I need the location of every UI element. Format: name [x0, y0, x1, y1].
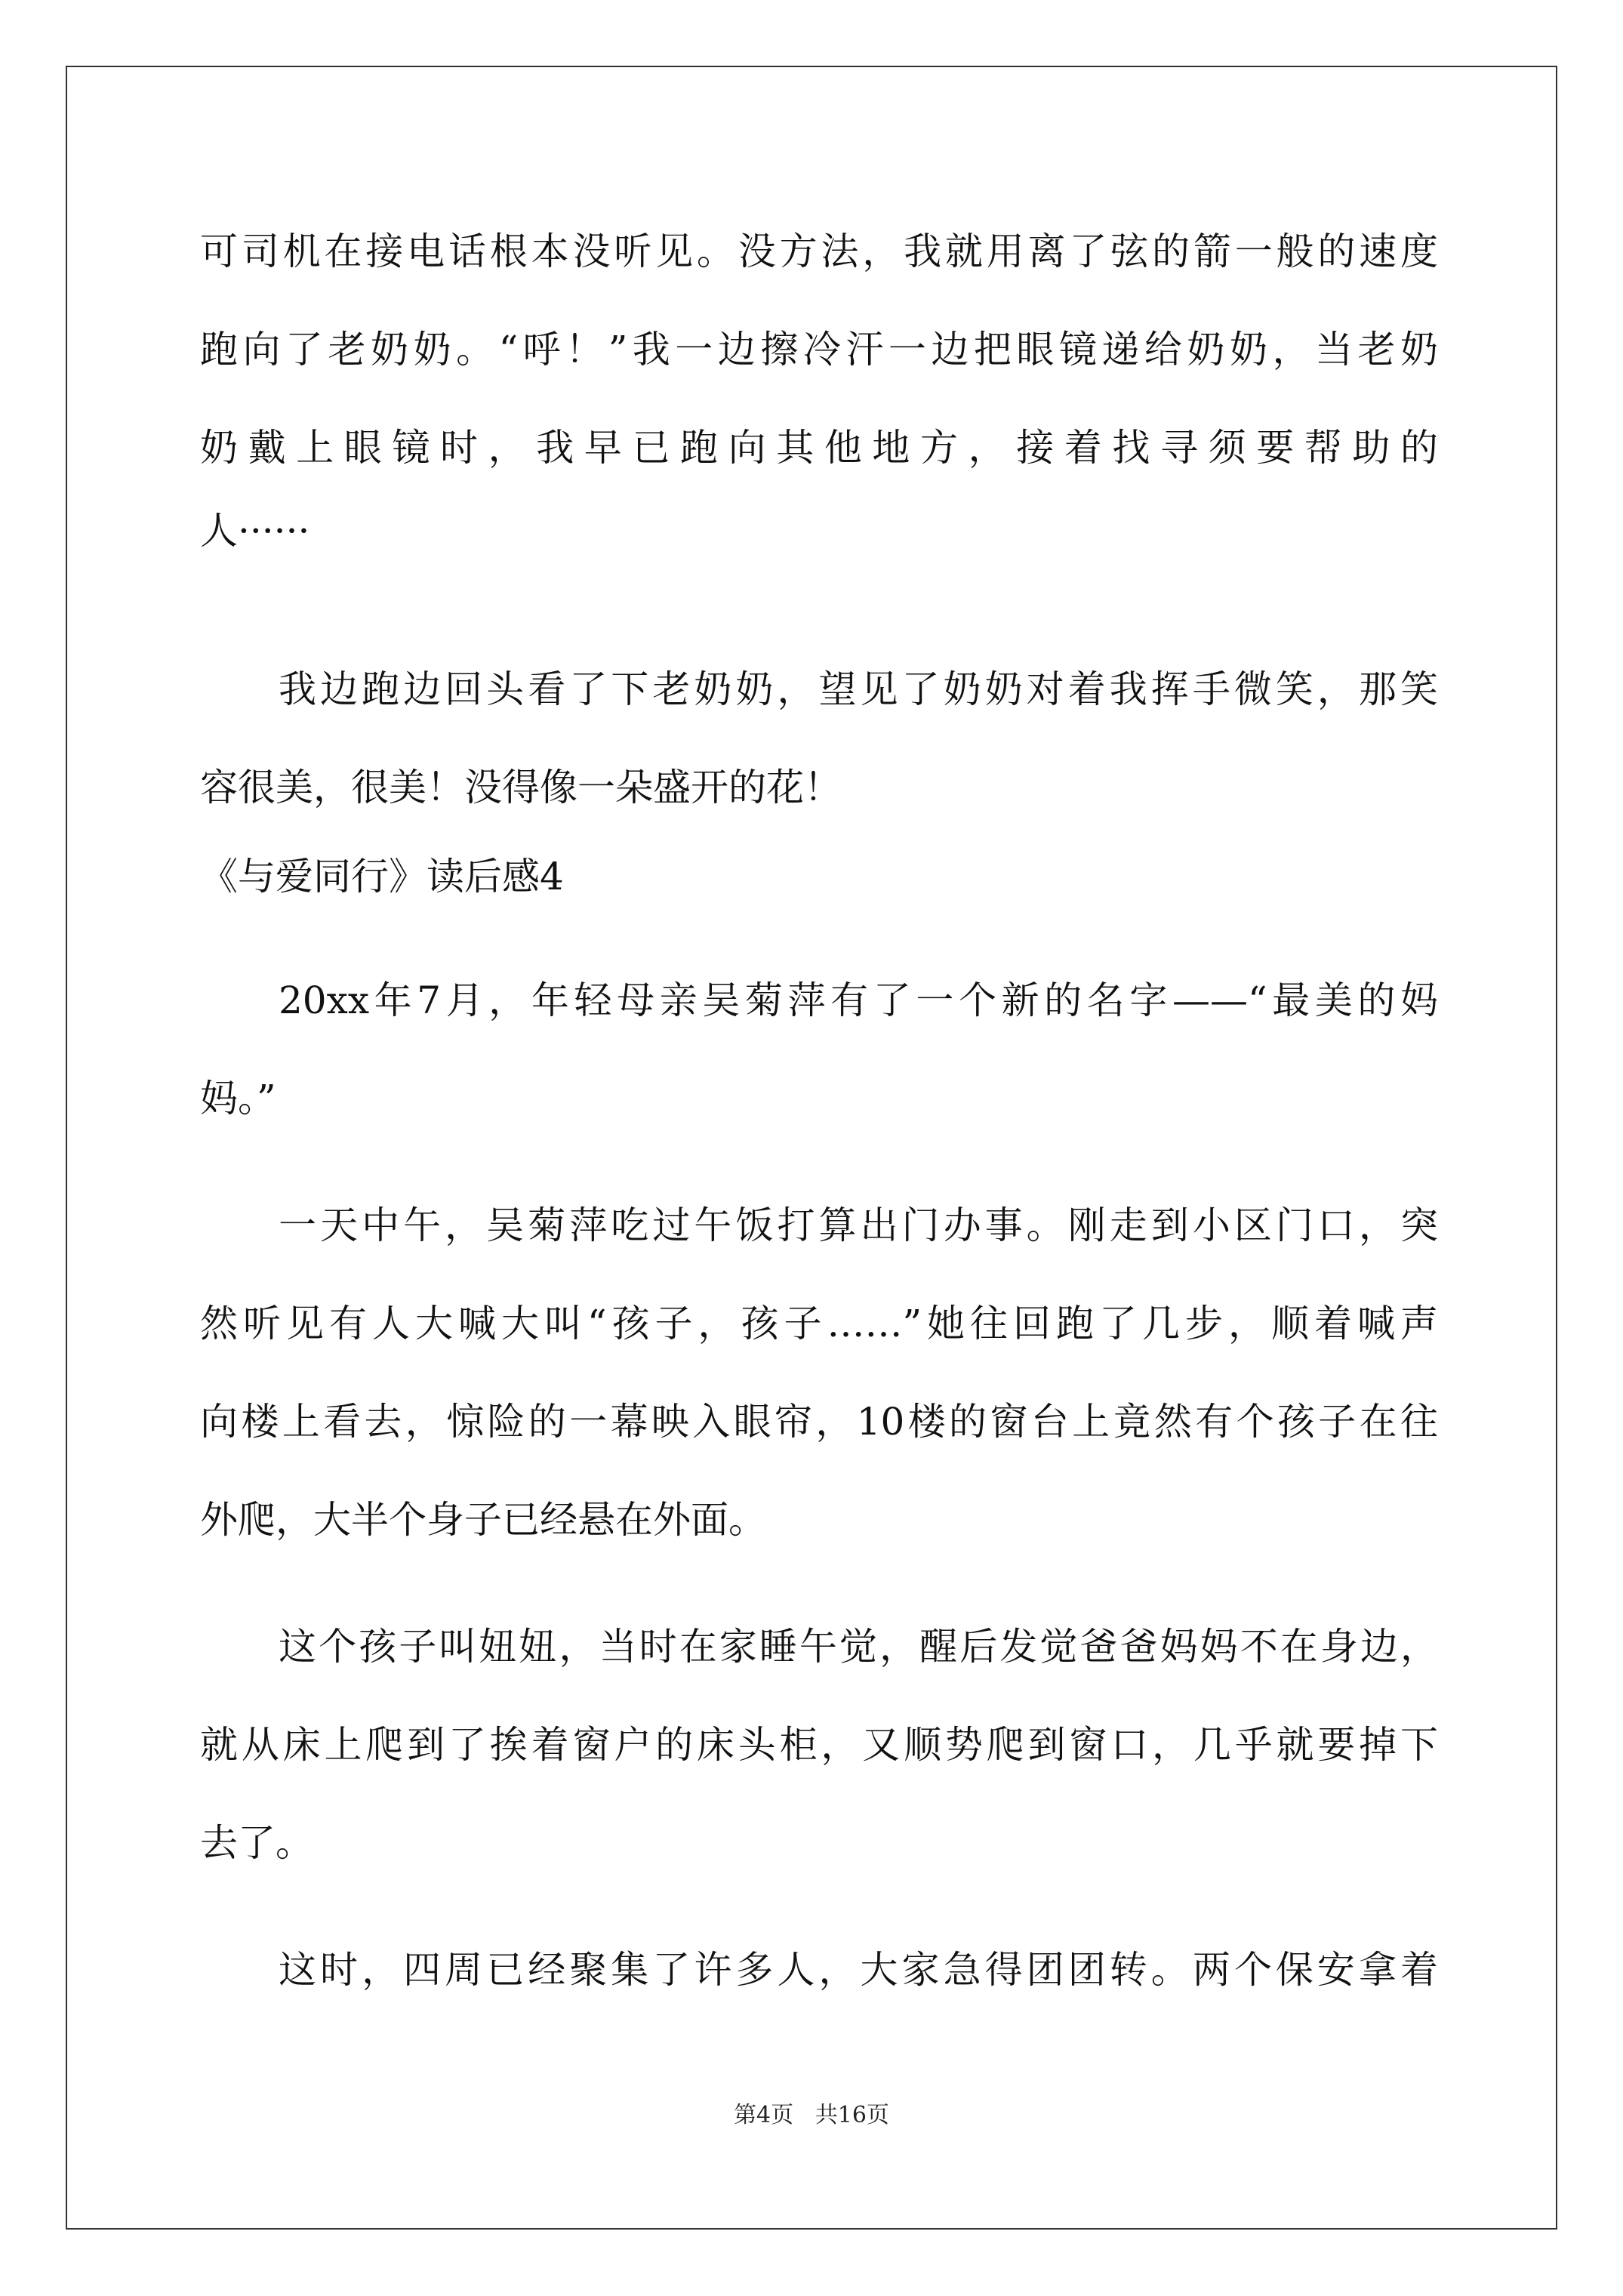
body-line: 可司机在接电话根本没听见。没方法，我就用离了弦的箭一般的速度	[200, 230, 1438, 273]
body-line: 然听见有人大喊大叫“孩子，孩子……”她往回跑了几步，顺着喊声	[200, 1302, 1438, 1345]
page-footer: 第4页 共16页	[734, 2102, 889, 2128]
body-line: 容很美，很美！没得像一朵盛开的花！	[200, 766, 842, 809]
body-line: 向楼上看去，惊险的一幕映入眼帘，10楼的窗台上竟然有个孩子在往	[200, 1400, 1438, 1444]
page-border	[66, 66, 1557, 2230]
body-line: 跑向了老奶奶。“呼！”我一边擦冷汗一边把眼镜递给奶奶，当老奶	[200, 328, 1438, 371]
body-line: 就从床上爬到了挨着窗户的床头柜，又顺势爬到窗口，几乎就要掉下	[200, 1723, 1438, 1767]
paragraph-start-line: 这个孩子叫妞妞，当时在家睡午觉，醒后发觉爸爸妈妈不在身边，	[279, 1625, 1438, 1669]
body-line: 人······	[200, 509, 310, 553]
section-heading: 《与爱同行》读后感4	[200, 855, 564, 898]
body-line: 奶戴上眼镜时，我早已跑向其他地方，接着找寻须要帮助的	[200, 426, 1438, 470]
body-line: 妈。”	[200, 1077, 276, 1120]
paragraph-start-line: 我边跑边回头看了下老奶奶，望见了奶奶对着我挥手微笑，那笑	[279, 667, 1438, 711]
body-line: 去了。	[200, 1821, 313, 1865]
paragraph-start-line: 20xx年7月，年轻母亲吴菊萍有了一个新的名字——“最美的妈	[279, 978, 1438, 1022]
paragraph-start-line: 一天中午，吴菊萍吃过午饭打算出门办事。刚走到小区门口，突	[279, 1203, 1438, 1247]
paragraph-start-line: 这时，四周已经聚集了许多人，大家急得团团转。两个保安拿着	[279, 1948, 1438, 1992]
body-line: 外爬，大半个身子已经悬在外面。	[200, 1498, 766, 1542]
